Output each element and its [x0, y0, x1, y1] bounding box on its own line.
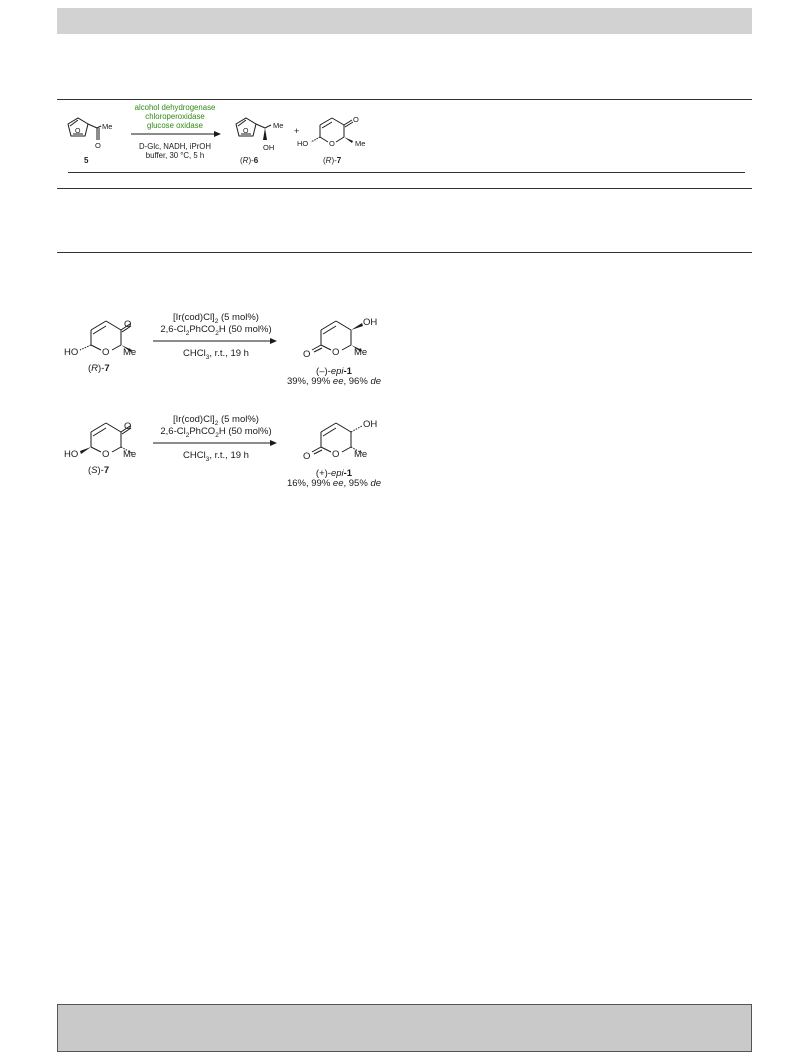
enzyme-2: chloroperoxidase — [145, 112, 205, 121]
condition-2: buffer, 30 °C, 5 h — [145, 151, 205, 160]
epi-1-minus-oh: OH — [363, 317, 378, 328]
enzyme-3: glucose oxidase — [147, 121, 203, 130]
epi-1-plus-me: Me — [354, 449, 368, 460]
compound-6-me: Me — [273, 121, 284, 130]
compound-7-me: Me — [355, 139, 366, 148]
rxn2-reagent-2: $2,6-Cl_2PhCO_2H$ (50 mol%) — [160, 426, 272, 439]
r-7-carbonyl-o: O — [124, 319, 132, 330]
rxn1-reagent-1: $[Ir(cod)Cl]_2$ (5 mol%) — [173, 312, 259, 325]
epi-1-minus-ring-o: O — [332, 347, 340, 358]
scheme-2-reaction-2 — [0, 402, 793, 494]
scheme-1 — [0, 0, 793, 200]
epi-1-minus-carbonyl-o: O — [303, 349, 311, 360]
rxn2-conditions: CHCl$_3$, r.t., 19 h — [183, 450, 249, 463]
epi-1-plus-ring-o: O — [332, 449, 340, 460]
rxn1-yield: 39%, 99% ee, 96% de — [286, 376, 382, 387]
r-7-label: (R)-7 — [88, 363, 110, 374]
s-7-ring-o: O — [102, 449, 110, 460]
compound-6-oh: OH — [263, 143, 275, 152]
compound-6-label: (R)-6 — [240, 156, 259, 165]
s-7-ho: HO — [64, 449, 79, 460]
compound-7-label: (R)-7 — [323, 156, 342, 165]
rxn2-reagent-1: $[Ir(cod)Cl]_2$ (5 mol%) — [173, 414, 259, 427]
rxn1-conditions: CHCl$_3$, r.t., 19 h — [183, 348, 249, 361]
compound-5-me: Me — [102, 122, 113, 131]
condition-1: D-Glc, NADH, iPrOH — [139, 142, 211, 151]
epi-1-minus-me: Me — [354, 347, 368, 358]
s-7-label: (S)-7 — [88, 465, 110, 476]
compound-7-carbonyl-o: O — [353, 115, 359, 124]
rxn1-reagent-2: $2,6-Cl_2PhCO_2H$ (50 mol%) — [160, 324, 272, 337]
enzyme-1: alcohol dehydrogenase — [134, 103, 216, 112]
epi-1-plus-oh: OH — [363, 419, 378, 430]
compound-5-structure — [68, 118, 101, 140]
compound-7-ring-o: O — [329, 139, 335, 148]
scheme-2-reaction-1 — [0, 300, 793, 390]
compound-5-ring-oxygen: O — [75, 128, 81, 135]
epi-1-minus-label: (–)-epi-1 — [316, 366, 352, 377]
s-7-carbonyl-o: O — [124, 421, 132, 432]
r-7-me: Me — [123, 347, 137, 358]
compound-7-ho: HO — [297, 139, 309, 148]
footer-bar — [57, 1004, 752, 1052]
rxn2-yield: 16%, 99% ee, 95% de — [286, 478, 382, 489]
r-7-ho: HO — [64, 347, 79, 358]
compound-5-carbonyl-o: O — [95, 141, 101, 150]
table-bottom-rule — [57, 252, 752, 253]
compound-6-ring-oxygen: O — [243, 128, 249, 135]
plus-sign: + — [294, 126, 300, 136]
epi-1-plus-carbonyl-o: O — [303, 451, 311, 462]
r-7-ring-o: O — [102, 347, 110, 358]
compound-6-structure — [236, 118, 271, 140]
epi-1-plus-label: (+)-epi-1 — [315, 468, 353, 479]
compound-5-label: 5 — [84, 156, 89, 165]
s-7-me: Me — [123, 449, 137, 460]
